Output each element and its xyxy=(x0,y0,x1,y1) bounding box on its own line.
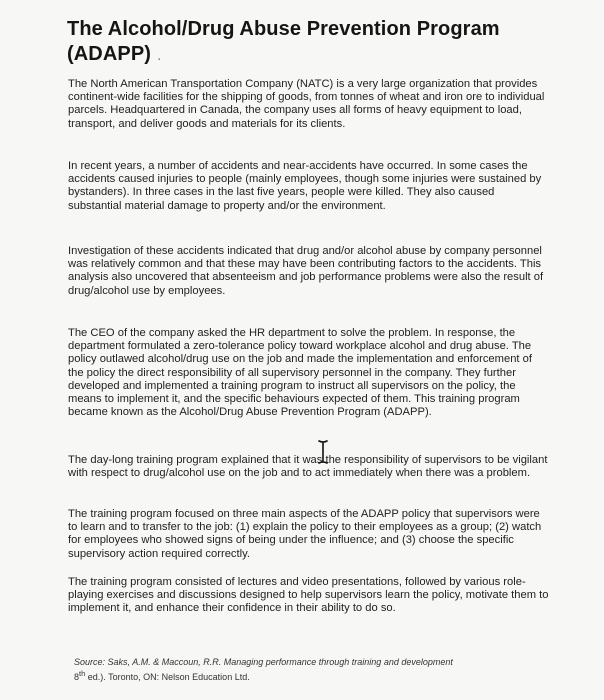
paragraph-accidents: In recent years, a number of accidents and near-accidents have occurred. In some cases the accidents caused injuries to people (mainly employees, though some injuries were sustained by bystanders). In three cases in the last five years, people were killed. They also caused substantial material damage to property and/or the environment. xyxy=(68,160,542,212)
text-cursor-icon xyxy=(318,440,328,464)
paragraph-training-focus: The training program focused on three main aspects of the ADAPP policy that supervisors were to learn and to transfer to the job: (1) explain the policy to their employees as a group; (2) watch for employees who showed signs of being under the influence; and (3) choose the specific supervisory action required correctly. xyxy=(68,508,542,560)
page-title-text: The Alcohol/Drug Abuse Prevention Program (ADAPP) xyxy=(67,18,500,65)
paragraph-policy: The CEO of the company asked the HR department to solve the problem. In response, the department formulated a zero-tolerance policy toward workplace alcohol and drug abuse. The policy outlawed alcohol/drug use on the job and made the implementation and enforcement of the policy the direct responsibility of all supervisory personnel in the company. They further developed and implemented a training program to instruct all supervisors on the policy, the means to implement it, and the specific behaviours expected of them. This training program became known as the Alcohol/Drug Abuse Prevention Program (ADAPP). xyxy=(68,327,532,419)
source-book-title: Managing performance through training and development xyxy=(223,657,453,667)
page-title xyxy=(67,17,567,68)
paragraph-training-format: The training program consisted of lectures and video presentations, followed by various role-playing exercises and discussions designed to help supervisors learn the policy, motivate them to implement it, and enhance their confidence in their ability to do so. xyxy=(68,576,549,615)
source-publisher: ed.). Toronto, ON: Nelson Education Ltd. xyxy=(85,672,250,682)
title-mark: . xyxy=(157,47,162,64)
source-citation xyxy=(74,656,544,683)
source-lead: Source: Saks, A.M. & Maccoun, R.R. xyxy=(74,657,224,667)
paragraph-investigation: Investigation of these accidents indicated that drug and/or alcohol abuse by company personnel was relatively common and that these may have been contributing factors to the accidents. This analysis also uncovered that absenteeism and job performance problems were also the result of drug/alcohol use by employees. xyxy=(68,245,544,297)
paragraph-intro: The North American Transportation Company (NATC) is a very large organization that provides continent-wide facilities for the shipping of goods, from tonnes of wheat and iron ore to individual parcels. Headquartered in Canada, the company uses all forms of heavy equipment to load, transport, and deliver goods and materials for its clients. xyxy=(68,78,545,130)
source-edition-number: 8 xyxy=(74,672,80,682)
source-edition-suffix: th xyxy=(79,669,86,678)
paragraph-training-day: The day-long training program explained that it was the responsibility of supervisors to be vigilant with respect to drug/alcohol use on the job and to act immediately when there was a problem. xyxy=(68,454,548,480)
